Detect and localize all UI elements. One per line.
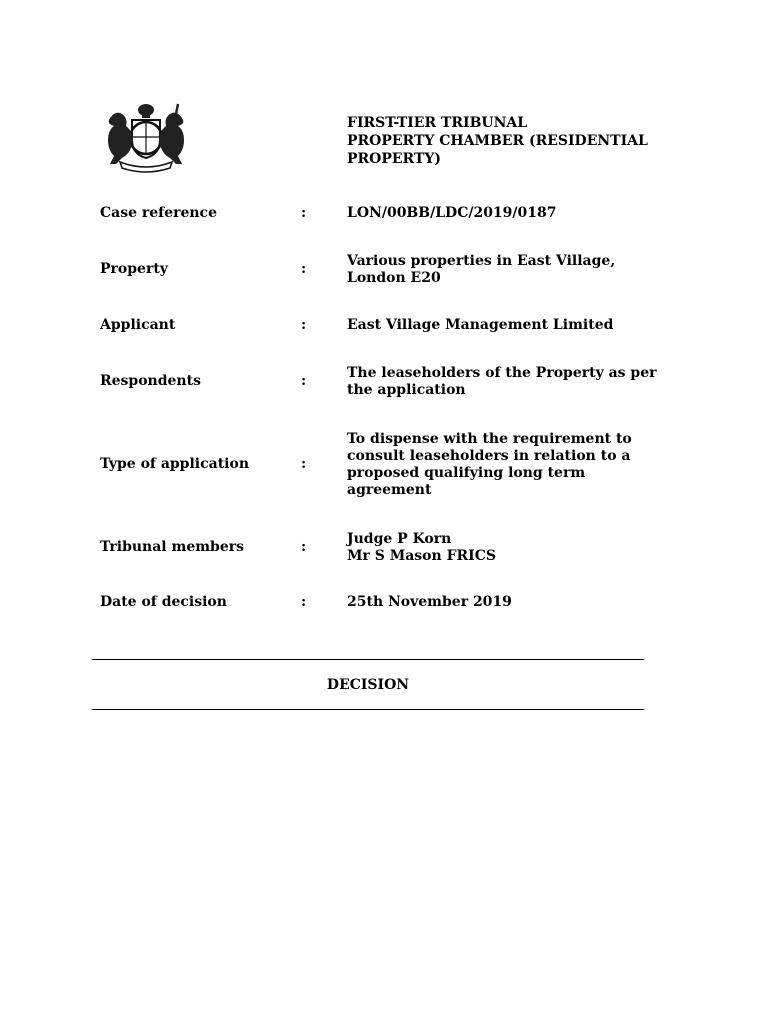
date-of-decision-value: 25th November 2019 — [347, 594, 512, 610]
type-of-application-value — [347, 431, 667, 499]
respondents-colon: : — [301, 373, 307, 389]
respondents-value-line-2: the application — [347, 382, 466, 398]
type-of-application-value-line-2: consult leaseholders in relation to a — [347, 448, 631, 464]
tribunal-members-value — [347, 531, 667, 565]
type-of-application-value-line-4: agreement — [347, 482, 432, 498]
tribunal-members-colon: : — [301, 539, 307, 555]
date-of-decision-colon: : — [301, 594, 307, 610]
top-divider — [92, 659, 644, 660]
applicant-label: Applicant — [100, 317, 176, 333]
type-of-application-label: Type of application — [100, 456, 250, 472]
bottom-divider — [92, 709, 644, 710]
tribunal-members-label: Tribunal members — [100, 539, 244, 555]
heading-line-3: PROPERTY) — [347, 151, 441, 167]
type-of-application-value-line-3: proposed qualifying long term — [347, 465, 586, 481]
royal-coat-of-arms-icon — [98, 100, 194, 174]
type-of-application-colon: : — [301, 456, 307, 472]
heading-line-1: FIRST-TIER TRIBUNAL — [347, 115, 528, 131]
property-value — [347, 253, 667, 287]
respondents-label: Respondents — [100, 373, 201, 389]
tribunal-heading — [347, 114, 677, 168]
property-colon: : — [301, 261, 307, 277]
case-reference-value: LON/00BB/LDC/2019/0187 — [347, 205, 557, 221]
case-reference-label: Case reference — [100, 205, 217, 221]
property-label: Property — [100, 261, 168, 277]
applicant-colon: : — [301, 317, 307, 333]
applicant-value: East Village Management Limited — [347, 317, 614, 333]
heading-line-2: PROPERTY CHAMBER (RESIDENTIAL — [347, 133, 648, 149]
respondents-value — [347, 365, 667, 399]
date-of-decision-label: Date of decision — [100, 594, 227, 610]
respondents-value-line-1: The leaseholders of the Property as per — [347, 365, 657, 381]
case-reference-colon: : — [301, 205, 307, 221]
property-value-line-2: London E20 — [347, 270, 441, 286]
decision-title: DECISION — [326, 677, 410, 693]
tribunal-members-value-line-2: Mr S Mason FRICS — [347, 548, 496, 564]
tribunal-members-value-line-1: Judge P Korn — [347, 531, 452, 547]
type-of-application-value-line-1: To dispense with the requirement to — [347, 431, 632, 447]
property-value-line-1: Various properties in East Village, — [347, 253, 616, 269]
